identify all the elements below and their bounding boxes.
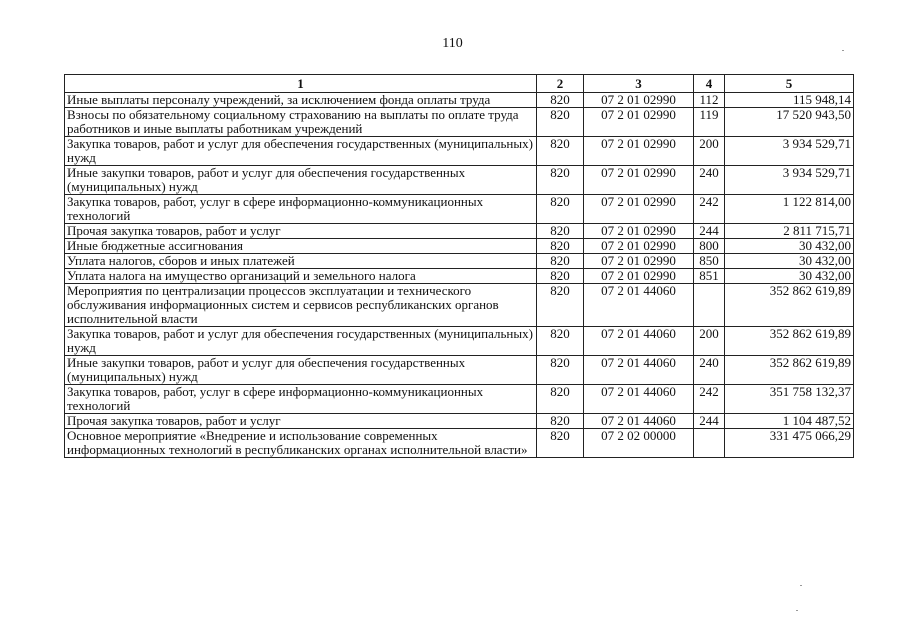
row-target: 07 2 01 02990 (584, 254, 694, 269)
row-expense: 244 (694, 224, 725, 239)
row-target: 07 2 01 02990 (584, 108, 694, 137)
table-row (65, 195, 854, 224)
row-name: Уплата налогов, сборов и иных платежей (65, 254, 537, 269)
scan-speck (796, 610, 798, 611)
row-amount: 3 934 529,71 (725, 137, 854, 166)
row-target: 07 2 01 44060 (584, 414, 694, 429)
row-target: 07 2 01 02990 (584, 166, 694, 195)
row-target: 07 2 01 02990 (584, 93, 694, 108)
row-amount: 30 432,00 (725, 269, 854, 284)
row-expense: 851 (694, 269, 725, 284)
row-expense: 119 (694, 108, 725, 137)
column-header-target: 3 (584, 75, 694, 93)
row-ministry: 820 (537, 284, 584, 327)
column-header-amount: 5 (725, 75, 854, 93)
row-target: 07 2 01 44060 (584, 327, 694, 356)
row-expense: 240 (694, 166, 725, 195)
row-amount: 351 758 132,37 (725, 385, 854, 414)
row-ministry: 820 (537, 93, 584, 108)
row-ministry: 820 (537, 254, 584, 269)
row-amount: 2 811 715,71 (725, 224, 854, 239)
row-target: 07 2 01 02990 (584, 269, 694, 284)
row-expense: 242 (694, 195, 725, 224)
row-name: Прочая закупка товаров, работ и услуг (65, 414, 537, 429)
table-row (65, 385, 854, 414)
row-expense: 242 (694, 385, 725, 414)
row-ministry: 820 (537, 269, 584, 284)
row-amount: 352 862 619,89 (725, 284, 854, 327)
table-header-row (65, 75, 854, 93)
row-amount: 1 104 487,52 (725, 414, 854, 429)
table-row (65, 166, 854, 195)
row-target: 07 2 01 02990 (584, 137, 694, 166)
scan-speck (842, 50, 844, 51)
row-target: 07 2 01 02990 (584, 224, 694, 239)
column-header-ministry: 2 (537, 75, 584, 93)
row-amount: 17 520 943,50 (725, 108, 854, 137)
row-name: Закупка товаров, работ и услуг для обеспечения государственных (муниципальных) нужд (65, 137, 537, 166)
row-target: 07 2 01 44060 (584, 356, 694, 385)
row-amount: 352 862 619,89 (725, 356, 854, 385)
row-amount: 331 475 066,29 (725, 429, 854, 458)
table-row (65, 284, 854, 327)
row-name: Закупка товаров, работ и услуг для обеспечения государственных (муниципальных) нужд (65, 327, 537, 356)
row-target: 07 2 01 02990 (584, 195, 694, 224)
row-target: 07 2 01 44060 (584, 385, 694, 414)
row-ministry: 820 (537, 327, 584, 356)
row-name: Иные закупки товаров, работ и услуг для обеспечения государственных (муниципальных) нужд (65, 166, 537, 195)
row-expense: 200 (694, 137, 725, 166)
row-name: Закупка товаров, работ, услуг в сфере информационно-коммуникационных технологий (65, 195, 537, 224)
row-name: Иные выплаты персоналу учреждений, за исключением фонда оплаты труда (65, 93, 537, 108)
table-row (65, 429, 854, 458)
row-expense: 244 (694, 414, 725, 429)
row-ministry: 820 (537, 108, 584, 137)
row-name: Иные бюджетные ассигнования (65, 239, 537, 254)
row-expense (694, 429, 725, 458)
column-header-name: 1 (65, 75, 537, 93)
row-ministry: 820 (537, 356, 584, 385)
page-number: 110 (442, 36, 463, 51)
row-ministry: 820 (537, 166, 584, 195)
scan-speck (800, 585, 802, 586)
row-name: Прочая закупка товаров, работ и услуг (65, 224, 537, 239)
row-amount: 3 934 529,71 (725, 166, 854, 195)
row-ministry: 820 (537, 195, 584, 224)
row-expense: 850 (694, 254, 725, 269)
row-name: Иные закупки товаров, работ и услуг для обеспечения государственных (муниципальных) нужд (65, 356, 537, 385)
table-row (65, 269, 854, 284)
row-ministry: 820 (537, 385, 584, 414)
row-expense (694, 284, 725, 327)
row-ministry: 820 (537, 224, 584, 239)
table-row (65, 239, 854, 254)
table-row (65, 93, 854, 108)
table-row (65, 327, 854, 356)
row-amount: 1 122 814,00 (725, 195, 854, 224)
row-expense: 200 (694, 327, 725, 356)
row-amount: 352 862 619,89 (725, 327, 854, 356)
table-row (65, 224, 854, 239)
budget-table (64, 74, 854, 458)
table-row (65, 108, 854, 137)
row-name: Уплата налога на имущество организаций и земельного налога (65, 269, 537, 284)
row-ministry: 820 (537, 429, 584, 458)
row-name: Закупка товаров, работ, услуг в сфере информационно-коммуникационных технологий (65, 385, 537, 414)
row-expense: 800 (694, 239, 725, 254)
row-expense: 240 (694, 356, 725, 385)
row-name: Мероприятия по централизации процессов эксплуатации и технического обслуживания информационных систем и сервисов республиканских органов исполнительной власти (65, 284, 537, 327)
table-row (65, 414, 854, 429)
row-amount: 115 948,14 (725, 93, 854, 108)
row-target: 07 2 01 02990 (584, 239, 694, 254)
table-row (65, 137, 854, 166)
row-amount: 30 432,00 (725, 254, 854, 269)
row-expense: 112 (694, 93, 725, 108)
table-row (65, 254, 854, 269)
row-ministry: 820 (537, 137, 584, 166)
row-ministry: 820 (537, 414, 584, 429)
table-row (65, 356, 854, 385)
row-target: 07 2 01 44060 (584, 284, 694, 327)
row-name: Взносы по обязательному социальному страхованию на выплаты по оплате труда работников и иные выплаты работникам учреждений (65, 108, 537, 137)
row-target: 07 2 02 00000 (584, 429, 694, 458)
column-header-expense: 4 (694, 75, 725, 93)
row-ministry: 820 (537, 239, 584, 254)
row-name: Основное мероприятие «Внедрение и использование современных информационных технологий в республиканских органах исполнительной власти» (65, 429, 537, 458)
row-amount: 30 432,00 (725, 239, 854, 254)
